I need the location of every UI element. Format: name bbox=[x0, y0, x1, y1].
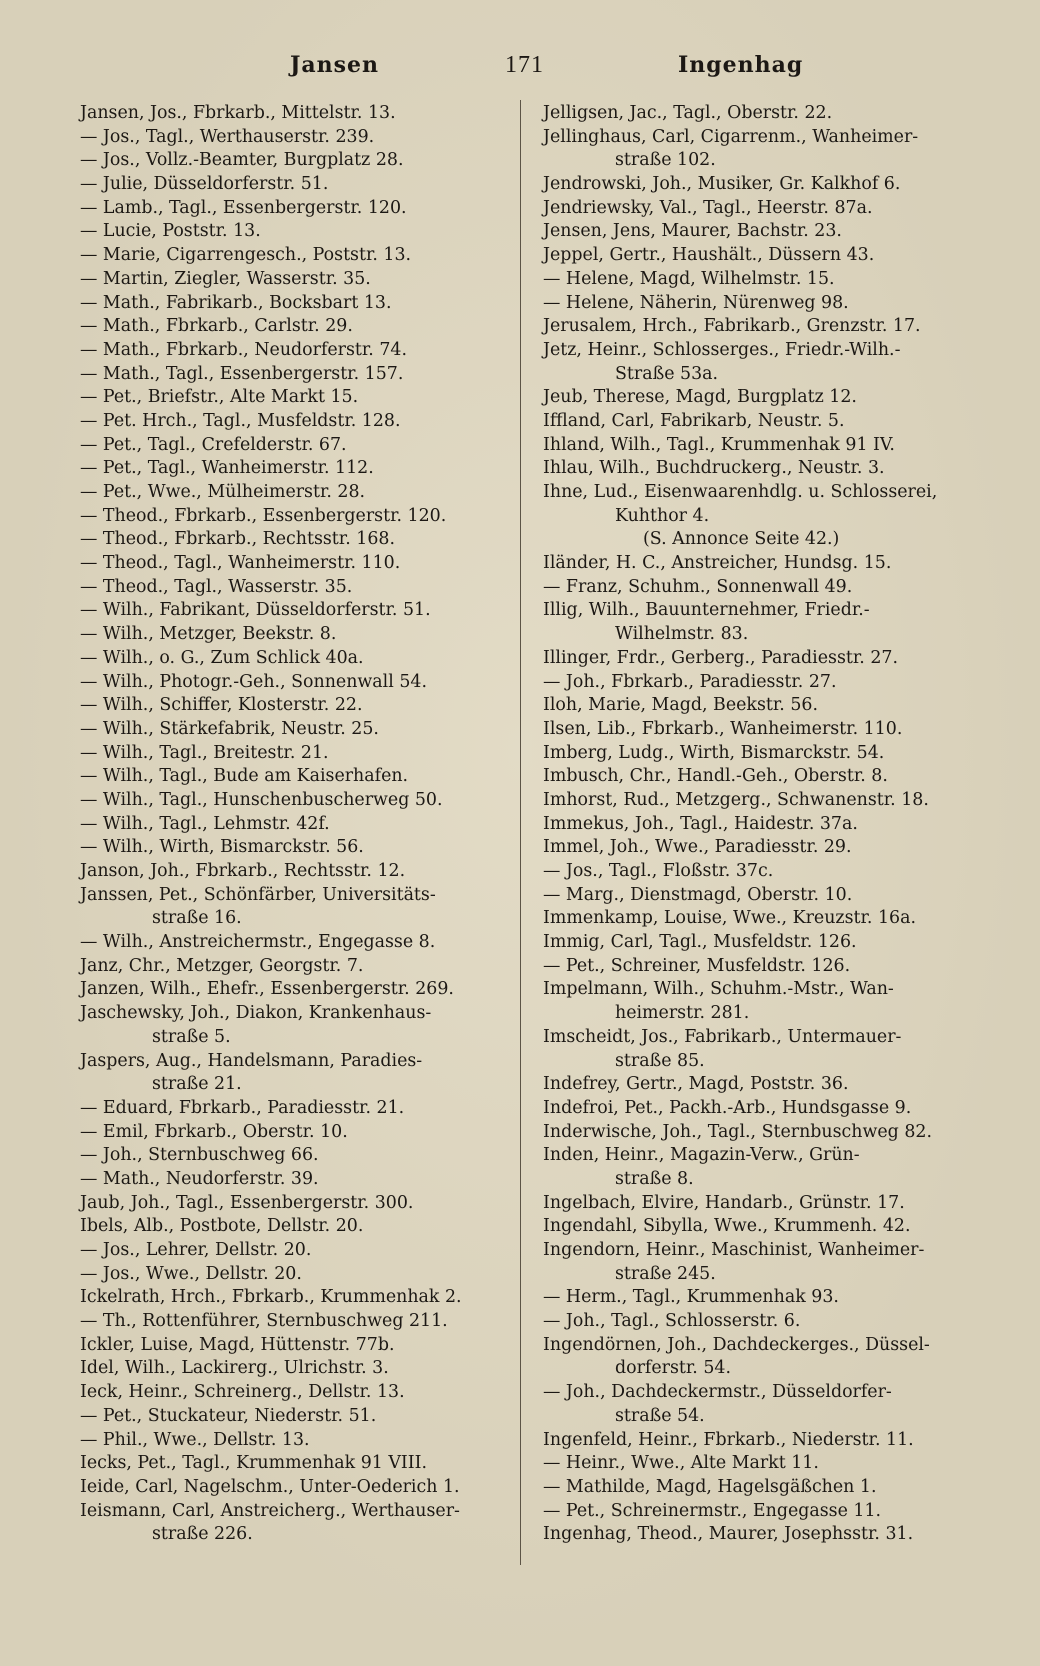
directory-entry: — Lamb., Tagl., Essenbergerstr. 120. bbox=[80, 197, 407, 218]
directory-entry: Jerusalem, Hrch., Fabrikarb., Grenzstr. 17. bbox=[543, 316, 921, 337]
directory-entry: — Wilh., Schiffer, Klosterstr. 22. bbox=[80, 695, 363, 716]
page-header bbox=[80, 52, 980, 88]
directory-entry: Wilhelmstr. 83. bbox=[615, 624, 749, 645]
directory-entry: Jetz, Heinr., Schlosserges., Friedr.-Wilh.- bbox=[543, 339, 901, 360]
directory-entry: heimerstr. 281. bbox=[615, 1003, 750, 1024]
directory-entry: straße 5. bbox=[152, 1026, 231, 1047]
directory-entry: — Phil., Wwe., Dellstr. 13. bbox=[80, 1429, 310, 1450]
directory-entry: straße 16. bbox=[152, 908, 242, 929]
directory-entry: — Pet., Briefstr., Alte Markt 15. bbox=[80, 387, 359, 408]
directory-entry: Illig, Wilh., Bauunternehmer, Friedr.- bbox=[543, 600, 870, 621]
directory-entry: — Theod., Fbrkarb., Rechtsstr. 168. bbox=[80, 529, 395, 550]
directory-entry: — Franz, Schuhm., Sonnenwall 49. bbox=[543, 576, 853, 597]
directory-entry: — Eduard, Fbrkarb., Paradiesstr. 21. bbox=[80, 1097, 405, 1118]
directory-entry: — Math., Fbrkarb., Neudorferstr. 74. bbox=[80, 339, 408, 360]
directory-entry: Imscheidt, Jos., Fabrikarb., Untermauer- bbox=[543, 1026, 902, 1047]
directory-entry: Jendriewsky, Val., Tagl., Heerstr. 87a. bbox=[543, 197, 873, 218]
header-right-keyword: Ingenhag bbox=[678, 52, 804, 78]
directory-entry: Ingendahl, Sibylla, Wwe., Krummenh. 42. bbox=[543, 1216, 911, 1237]
directory-entry: Janson, Joh., Fbrkarb., Rechtsstr. 12. bbox=[80, 861, 406, 881]
directory-entry: Jensen, Jens, Maurer, Bachstr. 23. bbox=[543, 221, 842, 242]
directory-entry: Immekus, Joh., Tagl., Haidestr. 37a. bbox=[543, 813, 858, 834]
directory-entry: — Helene, Magd, Wilhelmstr. 15. bbox=[543, 268, 835, 289]
directory-entry: — Math., Neudorferstr. 39. bbox=[80, 1168, 319, 1189]
page-number: 171 bbox=[505, 52, 544, 78]
directory-entry: — Marg., Dienstmagd, Oberstr. 10. bbox=[543, 884, 853, 905]
directory-entry: Jendrowski, Joh., Musiker, Gr. Kalkhof 6. bbox=[543, 174, 901, 195]
directory-entry: — Math., Fabrikarb., Bocksbart 13. bbox=[80, 292, 392, 313]
directory-entry: Jelligsen, Jac., Tagl., Oberstr. 22. bbox=[543, 103, 833, 123]
directory-entry: — Pet., Schreiner, Musfeldstr. 126. bbox=[543, 955, 851, 976]
directory-entry: Ickelrath, Hrch., Fbrkarb., Krummenhak 2. bbox=[80, 1287, 462, 1308]
directory-entry: — Wilh., Tagl., Breitestr. 21. bbox=[80, 742, 329, 763]
directory-entry: — Wilh., Tagl., Bude am Kaiserhafen. bbox=[80, 766, 409, 787]
directory-entry: Idel, Wilh., Lackirerg., Ulrichstr. 3. bbox=[80, 1358, 389, 1379]
directory-entry: Iffland, Carl, Fabrikarb, Neustr. 5. bbox=[543, 410, 845, 431]
directory-entry: — Th., Rottenführer, Sternbuschweg 211. bbox=[80, 1311, 448, 1332]
directory-entry: — Theod., Tagl., Wasserstr. 35. bbox=[80, 576, 353, 597]
directory-entry: — Wilh., Wirth, Bismarckstr. 56. bbox=[80, 837, 364, 858]
directory-entry: straße 21. bbox=[152, 1074, 242, 1095]
directory-entry: — Pet. Hrch., Tagl., Musfeldstr. 128. bbox=[80, 410, 401, 431]
directory-entry: — Wilh., Anstreichermstr., Engegasse 8. bbox=[80, 932, 436, 953]
directory-entry: — Joh., Dachdeckermstr., Düsseldorfer- bbox=[543, 1382, 892, 1403]
directory-entry: Ingelbach, Elvire, Handarb., Grünstr. 17. bbox=[543, 1192, 905, 1213]
directory-entry: Illinger, Frdr., Gerberg., Paradiesstr. 27. bbox=[543, 647, 898, 668]
directory-entry: Iloh, Marie, Magd, Beekstr. 56. bbox=[543, 695, 818, 716]
directory-entry: — Pet., Wwe., Mülheimerstr. 28. bbox=[80, 482, 366, 502]
directory-entry: Imhorst, Rud., Metzgerg., Schwanenstr. 18. bbox=[543, 789, 929, 810]
directory-entry: — Julie, Düsseldorferstr. 51. bbox=[80, 174, 329, 195]
directory-entry: Ilsen, Lib., Fbrkarb., Wanheimerstr. 110. bbox=[543, 718, 903, 739]
directory-entry: — Herm., Tagl., Krummenhak 93. bbox=[543, 1287, 839, 1308]
directory-entry: straße 245. bbox=[615, 1263, 716, 1284]
directory-entry: Ieck, Heinr., Schreinerg., Dellstr. 13. bbox=[80, 1382, 405, 1403]
directory-entry: Ieismann, Carl, Anstreicherg., Werthauser- bbox=[80, 1500, 460, 1521]
directory-entry: Jaub, Joh., Tagl., Essenbergerstr. 300. bbox=[80, 1192, 414, 1213]
directory-entry: Jaspers, Aug., Handelsmann, Paradies- bbox=[80, 1050, 423, 1071]
directory-entry: Indefrey, Gertr., Magd, Poststr. 36. bbox=[543, 1074, 849, 1095]
directory-entry: — Math., Fbrkarb., Carlstr. 29. bbox=[80, 316, 353, 337]
directory-entry: (S. Annonce Seite 42.) bbox=[643, 529, 840, 550]
directory-entry: Imbusch, Chr., Handl.-Geh., Oberstr. 8. bbox=[543, 766, 888, 787]
directory-entry: Indefroi, Pet., Packh.-Arb., Hundsgasse 9. bbox=[543, 1097, 912, 1118]
directory-entry: Jansen, Jos., Fbrkarb., Mittelstr. 13. bbox=[80, 103, 396, 123]
directory-entry: Imberg, Ludg., Wirth, Bismarckstr. 54. bbox=[543, 742, 885, 763]
directory-entry: — Pet., Schreinermstr., Engegasse 11. bbox=[543, 1500, 882, 1521]
directory-entry: Ingendorn, Heinr., Maschinist, Wanheimer- bbox=[543, 1240, 925, 1260]
directory-entry: straße 226. bbox=[152, 1524, 253, 1545]
directory-entry: — Jos., Vollz.-Beamter, Burgplatz 28. bbox=[80, 150, 404, 171]
directory-entry: — Wilh., Metzger, Beekstr. 8. bbox=[80, 624, 337, 645]
directory-entry: — Wilh., o. G., Zum Schlick 40a. bbox=[80, 647, 364, 668]
directory-entry: — Theod., Fbrkarb., Essenbergerstr. 120. bbox=[80, 505, 447, 526]
directory-entry: — Emil, Fbrkarb., Oberstr. 10. bbox=[80, 1121, 348, 1142]
column-divider bbox=[520, 100, 521, 1565]
directory-entry: — Wilh., Photogr.-Geh., Sonnenwall 54. bbox=[80, 671, 427, 692]
header-left-keyword: Jansen bbox=[290, 52, 380, 78]
directory-entry: Janzen, Wilh., Ehefr., Essenbergerstr. 269. bbox=[80, 979, 454, 1000]
directory-entry: Inden, Heinr., Magazin-Verw., Grün- bbox=[543, 1145, 860, 1166]
directory-entry: — Pet., Tagl., Wanheimerstr. 112. bbox=[80, 458, 374, 479]
directory-entry: — Pet., Tagl., Crefelderstr. 67. bbox=[80, 434, 347, 455]
directory-entry: Ingendörnen, Joh., Dachdeckerges., Düssel- bbox=[543, 1334, 930, 1355]
directory-entry: Kuhthor 4. bbox=[615, 505, 710, 526]
directory-entry: Immig, Carl, Tagl., Musfeldstr. 126. bbox=[543, 932, 857, 953]
directory-entry: Janz, Chr., Metzger, Georgstr. 7. bbox=[80, 955, 364, 976]
directory-entry: Ingenfeld, Heinr., Fbrkarb., Niederstr. 11. bbox=[543, 1429, 914, 1450]
directory-entry: — Marie, Cigarrengesch., Poststr. 13. bbox=[80, 245, 412, 266]
directory-entry: — Wilh., Fabrikant, Düsseldorferstr. 51. bbox=[80, 600, 431, 621]
directory-entry: — Joh., Tagl., Schlosserstr. 6. bbox=[543, 1311, 801, 1332]
directory-entry: Immenkamp, Louise, Wwe., Kreuzstr. 16a. bbox=[543, 908, 916, 929]
directory-entry: — Martin, Ziegler, Wasserstr. 35. bbox=[80, 268, 371, 289]
directory-entry: — Wilh., Stärkefabrik, Neustr. 25. bbox=[80, 718, 379, 739]
directory-entry: Ihne, Lud., Eisenwaarenhdlg. u. Schlosserei, bbox=[543, 482, 938, 502]
directory-entry: Straße 53a. bbox=[615, 363, 719, 384]
directory-entry: — Jos., Tagl., Werthauserstr. 239. bbox=[80, 126, 375, 147]
directory-entry: — Lucie, Poststr. 13. bbox=[80, 221, 261, 242]
directory-entry: Inderwische, Joh., Tagl., Sternbuschweg 82. bbox=[543, 1121, 932, 1142]
directory-entry: — Math., Tagl., Essenbergerstr. 157. bbox=[80, 363, 404, 384]
directory-entry: straße 85. bbox=[615, 1050, 705, 1071]
directory-entry: Janssen, Pet., Schönfärber, Universitäts- bbox=[80, 884, 436, 905]
directory-entry: Iländer, H. C., Anstreicher, Hundsg. 15. bbox=[543, 553, 892, 574]
directory-entry: — Mathilde, Magd, Hagelsgäßchen 1. bbox=[543, 1476, 877, 1497]
directory-entry: — Jos., Wwe., Dellstr. 20. bbox=[80, 1263, 302, 1284]
directory-entry: Impelmann, Wilh., Schuhm.-Mstr., Wan- bbox=[543, 979, 894, 1000]
directory-entry: Jeppel, Gertr., Haushält., Düssern 43. bbox=[543, 245, 875, 266]
directory-entry: — Jos., Tagl., Floßstr. 37c. bbox=[543, 861, 774, 881]
right-column bbox=[543, 102, 993, 1547]
directory-entry: — Theod., Tagl., Wanheimerstr. 110. bbox=[80, 553, 401, 574]
directory-entry: — Helene, Näherin, Nürenweg 98. bbox=[543, 292, 849, 313]
directory-entry: — Wilh., Tagl., Hunschenbuscherweg 50. bbox=[80, 789, 443, 810]
directory-entry: Ingenhag, Theod., Maurer, Josephsstr. 31. bbox=[543, 1524, 914, 1545]
directory-entry: Iecks, Pet., Tagl., Krummenhak 91 VIII. bbox=[80, 1453, 428, 1474]
directory-entry: — Wilh., Tagl., Lehmstr. 42f. bbox=[80, 813, 330, 834]
directory-entry: straße 8. bbox=[615, 1168, 694, 1189]
directory-entry: Jeub, Therese, Magd, Burgplatz 12. bbox=[543, 387, 857, 408]
directory-entry: — Pet., Stuckateur, Niederstr. 51. bbox=[80, 1405, 377, 1426]
directory-entry: Jellinghaus, Carl, Cigarrenm., Wanheimer- bbox=[543, 126, 919, 147]
directory-entry: — Jos., Lehrer, Dellstr. 20. bbox=[80, 1240, 312, 1260]
directory-entry: straße 102. bbox=[615, 150, 716, 171]
directory-entry: Ihlau, Wilh., Buchdruckerg., Neustr. 3. bbox=[543, 458, 885, 479]
directory-entry: straße 54. bbox=[615, 1405, 705, 1426]
directory-entry: Ickler, Luise, Magd, Hüttenstr. 77b. bbox=[80, 1334, 395, 1355]
directory-entry: Immel, Joh., Wwe., Paradiesstr. 29. bbox=[543, 837, 852, 858]
directory-entry: — Joh., Sternbuschweg 66. bbox=[80, 1145, 319, 1166]
directory-entry: Ieide, Carl, Nagelschm., Unter-Oederich 1. bbox=[80, 1476, 460, 1497]
directory-entry: Ibels, Alb., Postbote, Dellstr. 20. bbox=[80, 1216, 364, 1237]
directory-entry: — Joh., Fbrkarb., Paradiesstr. 27. bbox=[543, 671, 837, 692]
directory-entry: — Heinr., Wwe., Alte Markt 11. bbox=[543, 1453, 819, 1474]
directory-entry: Jaschewsky, Joh., Diakon, Krankenhaus- bbox=[80, 1003, 432, 1024]
left-column bbox=[80, 102, 510, 1547]
directory-entry: dorferstr. 54. bbox=[615, 1358, 731, 1379]
directory-entry: Ihland, Wilh., Tagl., Krummenhak 91 IV. bbox=[543, 434, 895, 455]
